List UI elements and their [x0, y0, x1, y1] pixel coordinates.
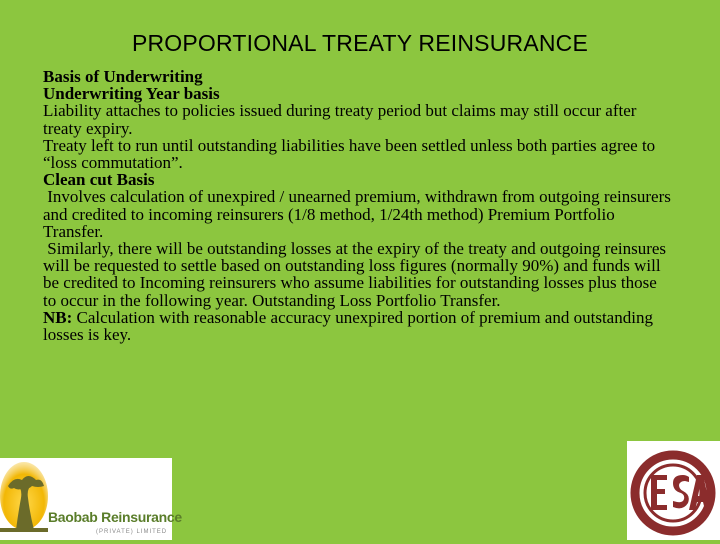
- line-unexpired-premium: Involves calculation of unexpired / unearned premium, withdrawn from outgoing reinsurers and credited to incoming reinsurers (1/8 method, 1/24th method) Premium Portfolio Transfer.: [43, 187, 676, 241]
- line-outstanding-losses: Similarly, there will be outstanding losses at the expiry of the treaty and outgoing reinsures will be requested to settle based on outstanding loss figures (normally 90%) and funds will be credited to Incoming reinsurers who assume liabilities for outstanding losses plus those to occur in the following year. Outstanding Loss Portfolio Transfer.: [43, 239, 671, 310]
- line-underwriting-year-basis: Underwriting Year basis: [43, 84, 220, 104]
- slide-body: [43, 67, 676, 345]
- slide-title: PROPORTIONAL TREATY REINSURANCE: [131, 30, 589, 56]
- baobab-logo-name: Baobab Reinsurance: [48, 509, 182, 525]
- esa-logo: [627, 441, 720, 540]
- esa-emblem-icon: [627, 441, 720, 540]
- line-basis-of-underwriting: Basis of Underwriting: [43, 67, 203, 86]
- line-liability-attaches: Liability attaches to policies issued during treaty period but claims may still occur after treaty expiry.: [43, 101, 637, 138]
- baobab-logo: [0, 458, 182, 540]
- baobab-logo-subtitle: (PRIVATE) LIMITED: [96, 529, 168, 535]
- line-nb: [43, 309, 673, 343]
- nb-label: NB:: [43, 307, 73, 327]
- nb-text: Calculation with reasonable accuracy unexpired portion of premium and outstanding losses is key.: [43, 307, 653, 345]
- line-clean-cut-basis: Clean cut Basis: [43, 170, 155, 190]
- line-treaty-left-to-run: Treaty left to run until outstanding liabilities have been settled unless both parties agree to “loss commutation”.: [43, 135, 656, 173]
- baobab-tree-icon: [0, 458, 172, 540]
